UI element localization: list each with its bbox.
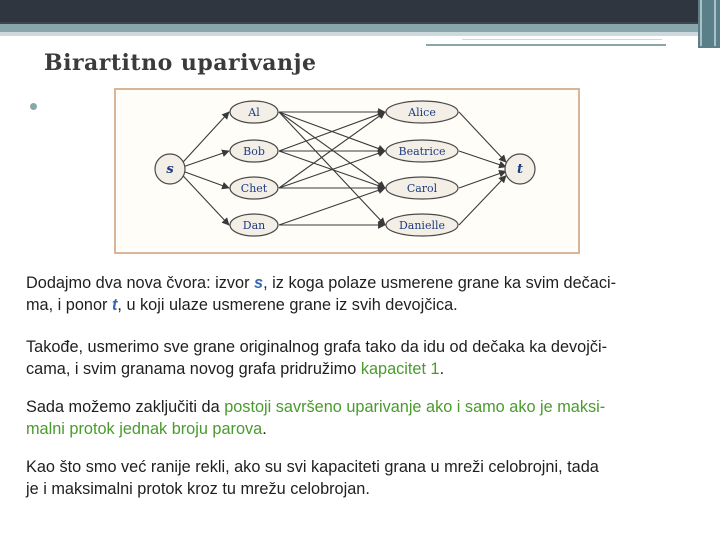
decorative-line-thin xyxy=(462,39,662,40)
edge-boy1-girl4 xyxy=(279,112,385,225)
p1-text-c: ma, i ponor xyxy=(26,296,112,314)
boy-node-bob xyxy=(230,140,278,162)
girl-node-alice xyxy=(386,101,458,123)
girl-node-carol xyxy=(386,177,458,199)
source-node xyxy=(155,154,185,184)
source-node-label: s xyxy=(166,162,174,177)
boy-node-dan xyxy=(230,214,278,236)
flow-network-svg xyxy=(116,90,578,252)
source-symbol: s xyxy=(254,274,264,292)
p4-text-b: je i maksimalni protok kroz tu mrežu celobrojan. xyxy=(26,480,370,498)
decorative-line xyxy=(426,44,666,46)
edge-s-boy-4 xyxy=(183,176,229,225)
p2-text-b: cama, i svim granama novog grafa pridružimo xyxy=(26,360,361,378)
paragraph-3 xyxy=(26,396,716,440)
boy-node-dan-label: Dan xyxy=(242,219,266,232)
p4-text-a: Kao što smo već ranije rekli, ako su svi kapaciteti grana u mreži celobrojni, tada xyxy=(26,458,599,476)
sink-symbol: t xyxy=(111,296,118,314)
girl-node-alice-label: Alice xyxy=(408,106,436,119)
nodes xyxy=(155,101,535,236)
flow-network-diagram xyxy=(114,88,580,254)
edge-girl-t-3 xyxy=(459,171,506,188)
p1-text-b: , iz koga polaze usmerene grane ka svim dečaci- xyxy=(263,274,617,292)
p3-text-a: Sada možemo zaključiti da xyxy=(26,398,225,416)
boy-node-bob-label: Bob xyxy=(243,145,265,158)
edge-girl-t-4 xyxy=(459,176,506,225)
boy-node-chet-label: Chet xyxy=(240,182,268,195)
matching-highlight-a: postoji savršeno uparivanje ako i samo ako je maksi- xyxy=(224,398,606,416)
accent-stripe-light xyxy=(0,32,720,36)
slide-title: Birartitno uparivanje xyxy=(44,50,317,76)
p2-text-a: Takođe, usmerimo sve grane originalnog grafa tako da idu od dečaka ka devojči- xyxy=(26,338,608,356)
girl-node-danielle-label: Danielle xyxy=(398,219,446,232)
bullet-dot xyxy=(30,103,37,110)
edge-girl-t-1 xyxy=(459,112,506,162)
corner-decoration xyxy=(698,0,720,48)
capacity-highlight: kapacitet 1 xyxy=(360,360,440,378)
edge-s-boy-2 xyxy=(183,151,229,167)
p3-text-b: . xyxy=(262,420,267,438)
girl-node-danielle xyxy=(386,214,458,236)
edge-boy4-girl3 xyxy=(279,188,385,225)
p1-text-a: Dodajmo dva nova čvora: izvor xyxy=(26,274,255,292)
edge-s-boy-3 xyxy=(183,171,229,188)
paragraph-4 xyxy=(26,456,716,500)
accent-stripe xyxy=(0,24,720,32)
girl-node-carol-label: Carol xyxy=(406,182,438,195)
corner-stripes xyxy=(700,0,716,46)
girl-node-beatrice-label: Beatrice xyxy=(398,145,446,158)
matching-highlight-b: malni protok jednak broju parova xyxy=(26,420,263,438)
paragraph-1 xyxy=(26,272,716,316)
girl-node-beatrice xyxy=(386,140,458,162)
p1-text-d: , u koji ulaze usmerene grane iz svih devojčica. xyxy=(117,296,458,314)
p2-text-c: . xyxy=(439,360,445,378)
edge-s-boy-1 xyxy=(183,112,229,162)
top-bar-band xyxy=(0,0,700,22)
sink-node xyxy=(505,154,535,184)
paragraph-2 xyxy=(26,336,716,380)
boy-node-chet xyxy=(230,177,278,199)
sink-node-label: t xyxy=(516,162,524,177)
boy-node-al xyxy=(230,101,278,123)
edge-girl-t-2 xyxy=(459,151,506,167)
boy-node-al-label: Al xyxy=(248,106,260,119)
edges xyxy=(183,112,506,225)
